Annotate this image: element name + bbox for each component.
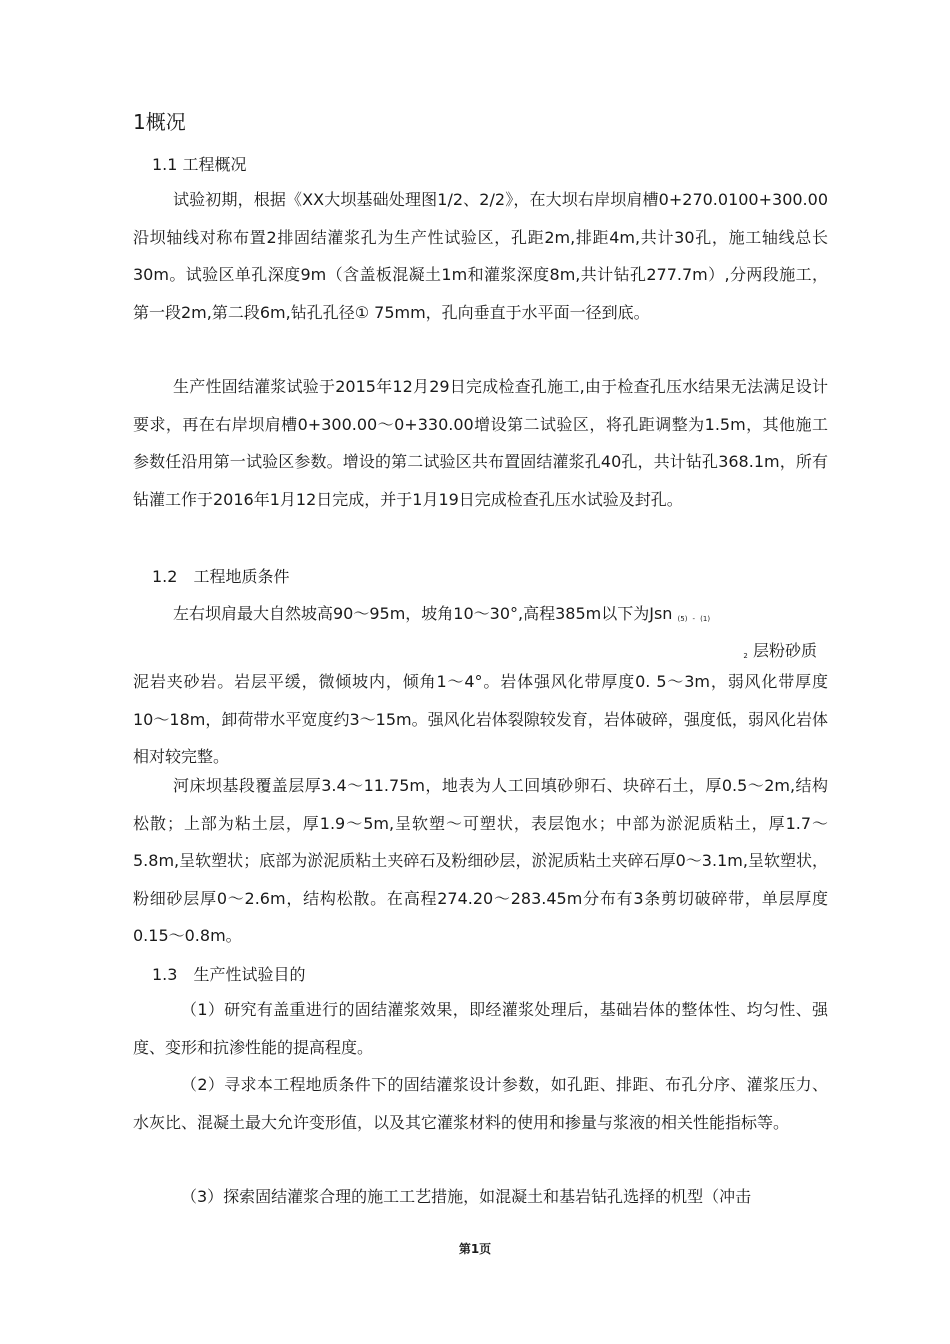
page-number: 第1页 xyxy=(458,1242,492,1256)
paragraph-overview-1: 试验初期，根据《XX大坝基础处理图1/2、2/2》，在大坝右岸坝肩槽0+270.0100+300.00沿坝轴线对称布置2排固结灌浆孔为生产性试验区，孔距2m,排距4m,共计30孔，施工轴线总长30m。试验区单孔深度9m（含盖板混凝土1m和灌浆深度8m,共计钻孔277.7m）,分两段施工，第一段2m,第二段6m,钻孔孔径① 75mm，孔向垂直于水平面一径到底。 xyxy=(133,190,828,322)
section-heading-1-1: 1.1 工程概况 xyxy=(152,155,247,174)
section-heading-1-2: 1.2 工程地质条件 xyxy=(152,567,290,586)
paragraph-goal-2: （2）寻求本工程地质条件下的固结灌浆设计参数，如孔距、排距、布孔分序、灌浆压力、水灰比、混凝土最大允许变形值，以及其它灌浆材料的使用和掺量与浆液的相关性能指标等。 xyxy=(133,1075,828,1132)
geology-line-1 xyxy=(173,601,710,624)
geology-line-1-text: 左右坝肩最大自然坡高90〜95m，坡角10〜30°,高程385m以下为Jsn xyxy=(173,604,673,623)
paragraph-goal-3: （3）探索固结灌浆合理的施工工艺措施，如混凝土和基岩钻孔选择的机型（冲击 xyxy=(181,1187,752,1206)
paragraph-overview-2: 生产性固结灌浆试验于2015年12月29日完成检查孔施工,由于检查孔压水结果无法满足设计要求，再在右岸坝肩槽0+300.00〜0+330.00增设第二试验区，将孔距调整为1.5m，其他施工参数任沿用第一试验区参数。增设的第二试验区共布置固结灌浆孔40孔，共计钻孔368.1m，所有钻灌工作于2016年1月12日完成，并于1月19日完成检查孔压水试验及封孔。 xyxy=(133,377,828,509)
paragraph-geology-rest: 泥岩夹砂岩。岩层平缓，微倾坡内，倾角1〜4°。岩体强风化带厚度0. 5〜3m，弱风化带厚度10〜18m，卸荷带水平宽度约3〜15m。强风化岩体裂隙较发育，岩体破碎，强度低，弱风化岩体相对较完整。 xyxy=(133,672,828,766)
geology-subscript-5: (5) xyxy=(677,615,688,623)
geology-line-2-text: 层粉砂质 xyxy=(752,641,817,660)
paragraph-riverbed: 河床坝基段覆盖层厚3.4〜11.75m，地表为人工回填砂卵石、块碎石土，厚0.5〜2m,结构松散；上部为粘土层，厚1.9〜5m,呈软塑〜可塑状，表层饱水；中部为淤泥质粘土，厚1.7〜5.8m,呈软塑状；底部为淤泥质粘土夹碎石及粉细砂层，淤泥质粘土夹碎石厚0〜3.1m,呈软塑状，粉细砂层厚0〜2.6m，结构松散。在高程274.20〜283.45m分布有3条剪切破碎带，单层厚度0.15〜0.8m。 xyxy=(133,776,828,945)
geology-subscript-dash: - xyxy=(692,615,696,623)
paragraph-goal-1: （1）研究有盖重进行的固结灌浆效果，即经灌浆处理后，基础岩体的整体性、均匀性、强度、变形和抗渗性能的提高程度。 xyxy=(133,1000,828,1057)
geology-line-2 xyxy=(743,638,817,661)
chapter-heading: 1概况 xyxy=(133,110,186,134)
section-heading-1-3: 1.3 生产性试验目的 xyxy=(152,965,306,984)
geology-subscript-1: (1) xyxy=(700,615,711,623)
geology-subscript-2: 2 xyxy=(743,652,748,660)
